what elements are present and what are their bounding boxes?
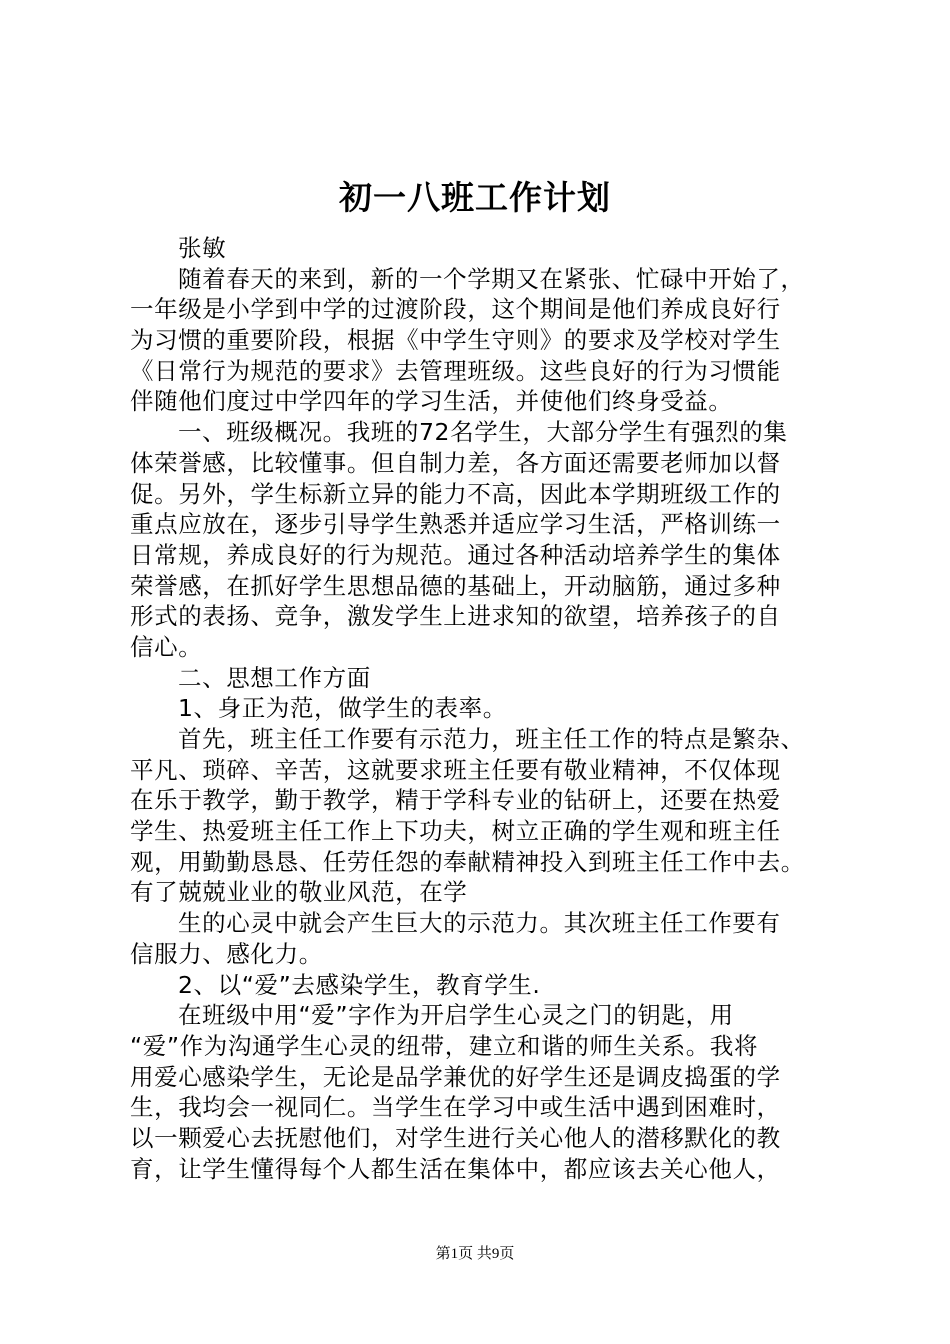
text-line: 生的心灵中就会产生巨大的示范力。其次班主任工作要有 [178, 909, 781, 938]
page-number-footer: 第1页 共9页 [435, 1246, 515, 1262]
text-line: 一年级是小学到中学的过渡阶段，这个期间是他们养成良好行 [130, 295, 781, 324]
text-line: 促。另外，学生标新立异的能力不高，因此本学期班级工作的 [130, 479, 781, 508]
text-line: 在班级中用“爱”字作为开启学生心灵之门的钥匙，用 [178, 1001, 734, 1030]
text-line: 用爱心感染学生，无论是品学兼优的好学生还是调皮捣蛋的学 [130, 1062, 781, 1091]
text-line: 信服力、感化力。 [130, 939, 323, 968]
text-line: 《日常行为规范的要求》去管理班级。这些良好的行为习惯能 [130, 356, 781, 385]
text-line: 信心。 [130, 632, 203, 661]
text-line: 首先，班主任工作要有示范力，班主任工作的特点是繁杂、 [178, 725, 805, 753]
text-line: 随着春天的来到，新的一个学期又在紧张、忙碌中开始了， [178, 264, 805, 293]
text-line: 形式的表扬、竞争，激发学生上进求知的欲望，培养孩子的自 [130, 602, 781, 631]
text-line: 生，我均会一视同仁。当学生在学习中或生活中遇到困难时， [130, 1093, 781, 1122]
text-line: 平凡、琐碎、辛苦，这就要求班主任要有敬业精神，不仅体现 [130, 755, 781, 784]
text-line: 有了兢兢业业的敬业风范，在学 [130, 878, 468, 907]
text-line: 在乐于教学，勤于教学，精于学科专业的钻研上，还要在热爱 [130, 786, 781, 815]
text-line: 1、身正为范，做学生的表率。 [178, 694, 507, 723]
document-title: 初一八班工作计划 [339, 178, 611, 217]
text-line: 学生、热爱班主任工作上下功夫，树立正确的学生观和班主任 [130, 817, 781, 846]
text-line: 一、班级概况。我班的72名学生，大部分学生有强烈的集 [178, 418, 788, 447]
text-line: 以一颗爱心去抚慰他们，对学生进行关心他人的潜移默化的教 [130, 1123, 781, 1152]
text-line: “爱”作为沟通学生心灵的纽带，建立和谐的师生关系。我将 [130, 1031, 759, 1060]
text-line: 荣誉感，在抓好学生思想品德的基础上，开动脑筋，通过多种 [130, 571, 781, 600]
text-line: 观，用勤勤恳恳、任劳任怨的奉献精神投入到班主任工作中去。 [130, 847, 805, 876]
text-line: 张敏 [178, 234, 227, 262]
document-body [130, 233, 830, 1184]
text-line: 为习惯的重要阶段，根据《中学生守则》的要求及学校对学生 [130, 326, 781, 355]
text-line: 育，让学生懂得每个人都生活在集体中，都应该去关心他人， [130, 1154, 781, 1183]
text-line: 伴随他们度过中学四年的学习生活，并使他们终身受益。 [130, 387, 733, 416]
text-line: 日常规，养成良好的行为规范。通过各种活动培养学生的集体 [130, 540, 781, 569]
text-line: 重点应放在，逐步引导学生熟悉并适应学习生活，严格训练一 [130, 510, 781, 539]
text-line: 2、以“爱”去感染学生，教育学生. [178, 970, 541, 999]
text-line: 二、思想工作方面 [178, 663, 371, 692]
text-line: 体荣誉感，比较懂事。但自制力差，各方面还需要老师加以督 [130, 448, 781, 477]
